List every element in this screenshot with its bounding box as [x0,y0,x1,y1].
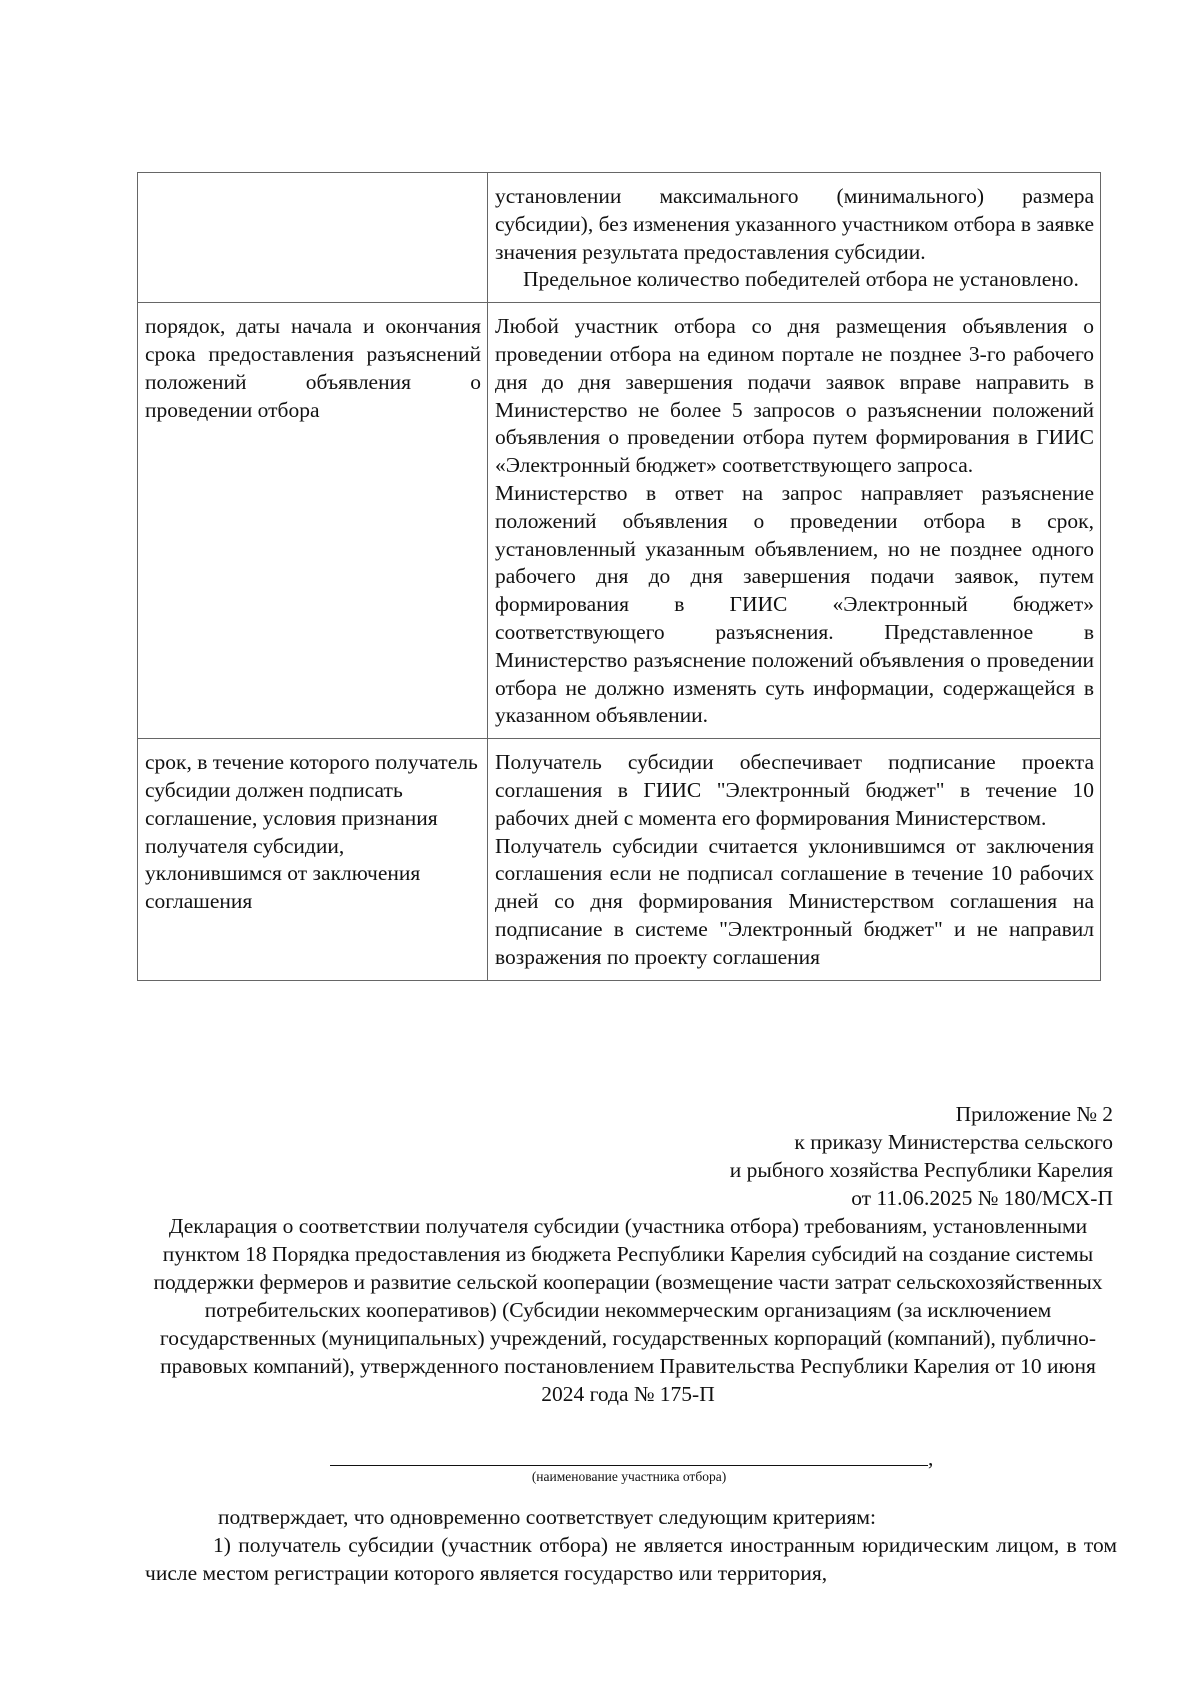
table-row [138,739,1101,980]
table-cell-right [488,739,1101,980]
appendix-date: от 11.06.2025 № 180/МСХ-П [851,1186,1113,1210]
table-row [138,303,1101,739]
name-comma: , [928,1446,934,1470]
appendix-header [560,1100,1113,1212]
cell-paragraph: Любой участник отбора со дня размещения объявления о проведении отбора на едином портале не позднее 3-го рабочего дня до дня завершения подачи заявок вправе направить в Министерство не более 5 запросов о разъяснении положений объявления о проведении отбора путем формирования в ГИИС «Электронный бюджет» соответствующего запроса. [495,314,1094,478]
declaration-title: Декларация о соответствии получателя субсидии (участника отбора) требованиям, установленными пунктом 18 Порядка предоставления из бюджета Республики Карелия субсидий на создание системы поддержки фермеров и развитие сельской кооперации (возмещение части затрат сельскохозяйственных потребительских кооперативов) (Субсидии некоммерческим организациям (за исключением государственных (муниципальных) учреждений, государственных корпораций (компаний), публично-правовых компаний), утвержденного постановлением Правительства Республики Карелия от 10 июня 2024 года № 175-П [153,1214,1103,1406]
appendix-order: к приказу Министерства сельского [794,1130,1113,1154]
confirm-statement: подтверждает, что одновременно соответствует следующим критериям: [218,1505,877,1529]
cell-paragraph: установлении максимального (минимального) размера субсидии), без изменения указанного участником отбора в заявке значения результата предоставления субсидии. [495,184,1094,264]
table-cell-right [488,173,1101,303]
table-cell-left [138,739,488,980]
table-cell-left [138,303,488,739]
cell-paragraph: Получатель субсидии обеспечивает подписание проекта соглашения в ГИИС "Электронный бюджет" в течение 10 рабочих дней с момента его формирования Министерством. [495,750,1094,830]
criterion-1: 1) получатель субсидии (участник отбора) не является иностранным юридическим лицом, в том числе местом регистрации которого является государство или территория, [145,1533,1117,1585]
cell-paragraph: порядок, даты начала и окончания срока предоставления разъяснений положений объявления о проведении отбора [145,314,481,422]
table-row [138,173,1101,303]
participant-name-caption: (наименование участника отбора) [531,1469,727,1484]
cell-paragraph: Министерство в ответ на запрос направляет разъяснение положений объявления о проведении отбора в срок, установленный указанным объявлением, но не позднее одного рабочего дня до дня завершения подачи заявок, путем формирования в ГИИС «Электронный бюджет» соответствующего разъяснения. Представленное в Министерство разъяснение положений объявления о проведении отбора не должно изменять суть информации, содержащейся в указанном объявлении. [495,480,1094,728]
appendix-number: Приложение № 2 [955,1102,1113,1126]
table-cell-right [488,303,1101,739]
appendix-ministry: и рыбного хозяйства Республики Карелия [729,1158,1113,1182]
cell-paragraph: Предельное количество победителей отбора не установлено. [523,267,1079,292]
table-cell-left [138,173,488,303]
cell-paragraph: Получатель субсидии считается уклонившимся от заключения соглашения если не подписал соглашение в течение 10 рабочих дней со дня формирования Министерством соглашения на подписание в системе "Электронный бюджет" и не направил возражения по проекту соглашения [495,833,1094,969]
cell-paragraph: срок, в течение которого получатель субсидии должен подписать соглашение, условия признания получателя субсидии, уклонившимся от заключения соглашения [145,750,478,914]
requirements-table [137,172,1101,981]
participant-name-blank [330,1465,928,1466]
